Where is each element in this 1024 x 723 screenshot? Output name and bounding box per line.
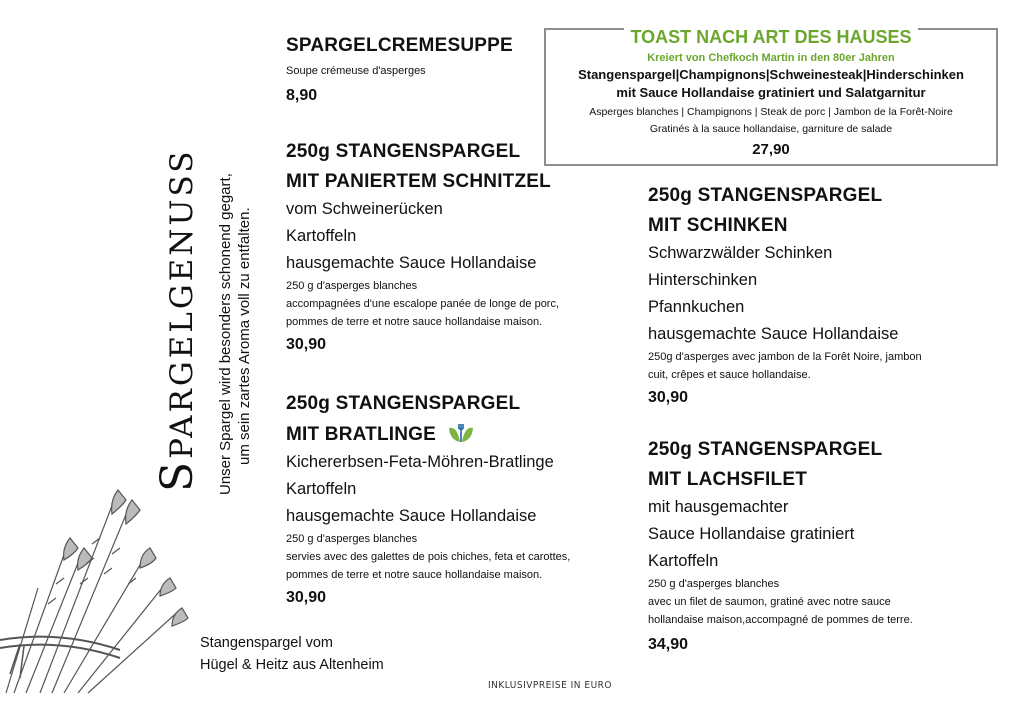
item-de-line2: Kartoffeln (286, 227, 357, 245)
item-title-line2: MIT LACHSFILET (648, 469, 808, 490)
item-fr-line3: hollandaise maison,accompagné de pommes de terre. (648, 614, 913, 626)
item-title-line2: MIT SCHINKEN (648, 215, 788, 236)
item-de-line2: Kartoffeln (286, 480, 357, 498)
menu-item-schinken (648, 182, 922, 410)
vegetarian-icon (446, 420, 476, 444)
special-fr-line1: Asperges blanches | Champignons | Steak de porc | Jambon de la Forêt-Noire (589, 106, 953, 118)
item-price: 30,90 (648, 389, 689, 406)
side-heading: Spargelgenuss (152, 148, 203, 492)
item-de-line4: hausgemachte Sauce Hollandaise (648, 325, 899, 343)
item-title-line2: MIT PANIERTEM SCHNITZEL (286, 171, 551, 192)
menu-item-soup (286, 32, 513, 108)
menu-item-schnitzel (286, 138, 559, 357)
item-title-line1: 250g STANGENSPARGEL (648, 185, 883, 206)
item-de-line1: mit hausgemachter (648, 498, 789, 516)
menu-item-lachs (648, 436, 913, 657)
item-de-line3: hausgemachte Sauce Hollandaise (286, 507, 537, 525)
item-de-line2: Sauce Hollandaise gratiniert (648, 525, 855, 543)
item-fr-line1: 250 g d'asperges blanches (648, 578, 780, 590)
item-fr-line2: cuit, crêpes et sauce hollandaise. (648, 369, 811, 381)
item-title: SPARGELCREMESUPPE (286, 35, 513, 56)
item-de-line1: vom Schweinerücken (286, 200, 443, 218)
special-de-line1: Stangenspargel|Champignons|Schweinesteak|Hinderschinken (578, 67, 964, 82)
item-de-line1: Kichererbsen-Feta-Möhren-Bratlinge (286, 453, 554, 471)
item-price: 8,90 (286, 87, 318, 104)
item-fr-line1: 250 g d'asperges blanches (286, 533, 418, 545)
item-de-line1: Schwarzwälder Schinken (648, 244, 833, 262)
menu-item-bratlinge (286, 390, 570, 610)
special-box (544, 28, 998, 166)
footer-note: INKLUSIVPREISE IN EURO (488, 680, 612, 691)
item-title-line1: 250g STANGENSPARGEL (286, 141, 521, 162)
side-text-line1: Unser Spargel wird besonders schonend gegart, (217, 173, 234, 495)
item-title-line1: 250g STANGENSPARGEL (286, 393, 521, 414)
item-fr-line2: servies avec des galettes de pois chiches, feta et carottes, (286, 551, 571, 563)
item-price: 34,90 (648, 636, 689, 653)
item-fr-line1: 250 g d'asperges blanches (286, 280, 418, 292)
special-de-line2: mit Sauce Hollandaise gratiniert und Salatgarnitur (616, 85, 926, 100)
item-title-line2: MIT BRATLINGE (286, 424, 437, 445)
origin-line2: Hügel & Heitz aus Altenheim (200, 657, 384, 673)
item-fr: Soupe crémeuse d'asperges (286, 65, 426, 77)
item-de-line3: hausgemachte Sauce Hollandaise (286, 254, 537, 272)
item-price: 30,90 (286, 336, 327, 353)
side-text-line2: um sein zartes Aroma voll zu entfalten. (236, 207, 253, 465)
item-price: 30,90 (286, 589, 327, 606)
item-fr-line3: pommes de terre et notre sauce hollandaise maison. (286, 569, 543, 581)
item-fr-line3: pommes de terre et notre sauce hollandaise maison. (286, 316, 543, 328)
special-price: 27,90 (752, 141, 790, 158)
item-fr-line1: 250g d'asperges avec jambon de la Forêt Noire, jambon (648, 351, 922, 363)
origin-line1: Stangenspargel vom (200, 635, 333, 651)
item-title-line1: 250g STANGENSPARGEL (648, 439, 883, 460)
asparagus-illustration (0, 468, 200, 698)
item-de-line3: Kartoffeln (648, 552, 719, 570)
item-fr-line2: avec un filet de saumon, gratiné avec notre sauce (648, 596, 891, 608)
special-fr-line2: Gratinés à la sauce hollandaise, garniture de salade (649, 123, 893, 135)
item-fr-line2: accompagnées d'une escalope panée de longe de porc, (286, 298, 560, 310)
item-de-line3: Pfannkuchen (648, 298, 745, 316)
item-title-line2-row (286, 420, 570, 449)
special-title: TOAST NACH ART DES HAUSES (624, 26, 917, 48)
special-subtitle: Kreiert von Chefkoch Martin in den 80er Jahren (647, 52, 895, 64)
origin-note (200, 632, 384, 676)
item-de-line2: Hinterschinken (648, 271, 758, 289)
